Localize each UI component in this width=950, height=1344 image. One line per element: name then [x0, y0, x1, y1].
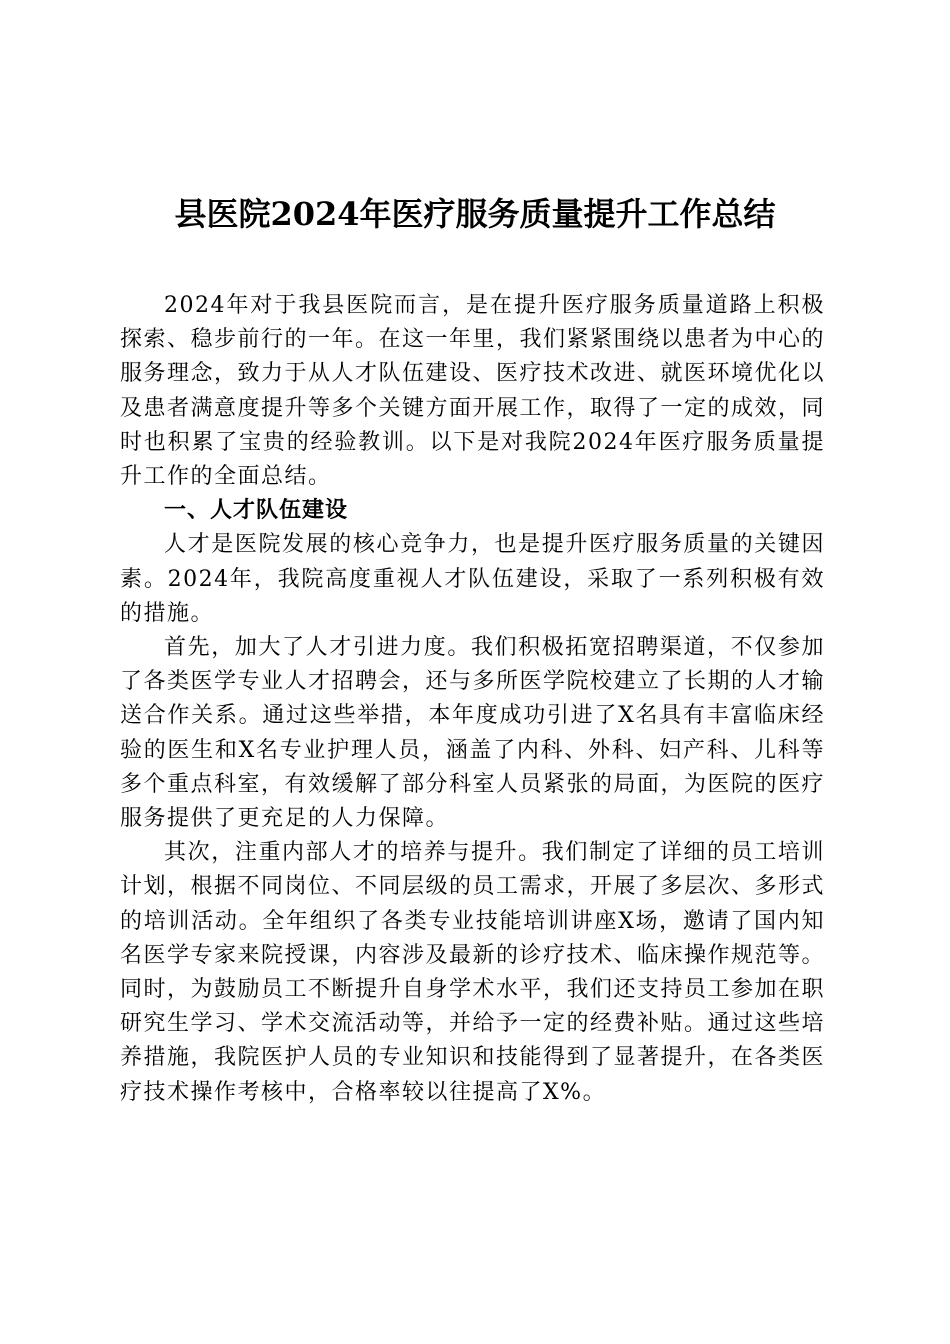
section-heading-talent: 一、人才队伍建设: [164, 498, 349, 524]
document-title: 县医院2024年医疗服务质量提升工作总结: [174, 195, 776, 233]
talent-intro-paragraph: 人才是医院发展的核心竞争力，也是提升医疗服务质量的关键因素。2024年，我院高度重视人才队伍建设，采取了一系列积极有效的措施。: [120, 532, 825, 626]
talent-training-paragraph: 其次，注重内部人才的培养与提升。我们制定了详细的员工培训计划，根据不同岗位、不同层级的员工需求，开展了多层次、多形式的培训活动。全年组织了各类专业技能培训讲座X场，邀请了国内知名医学专家来院授课，内容涉及最新的诊疗技术、临床操作规范等。同时，为鼓励员工不断提升自身学术水平，我们还支持员工参加在职研究生学习、学术交流活动等，并给予一定的经费补贴。通过这些培养措施，我院医护人员的专业知识和技能得到了显著提升，在各类医疗技术操作考核中，合格率较以往提高了X%。: [120, 840, 826, 1105]
intro-paragraph: 2024年对于我县医院而言，是在提升医疗服务质量道路上积极探索、稳步前行的一年。在这一年里，我们紧紧围绕以患者为中心的服务理念，致力于从人才队伍建设、医疗技术改进、就医环境优化以及患者满意度提升等多个关键方面开展工作，取得了一定的成效，同时也积累了宝贵的经验教训。以下是对我院2024年医疗服务质量提升工作的全面总结。: [120, 293, 826, 490]
document-body: [120, 289, 825, 1110]
talent-recruitment-paragraph: 首先，加大了人才引进力度。我们积极拓宽招聘渠道，不仅参加了各类医学专业人才招聘会，还与多所医学院校建立了长期的人才输送合作关系。通过这些举措，本年度成功引进了X名具有丰富临床经验的医生和X名专业护理人员，涵盖了内科、外科、妇产科、儿科等多个重点科室，有效缓解了部分科室人员紧张的局面，为医院的医疗服务提供了更充足的人力保障。: [120, 635, 826, 832]
